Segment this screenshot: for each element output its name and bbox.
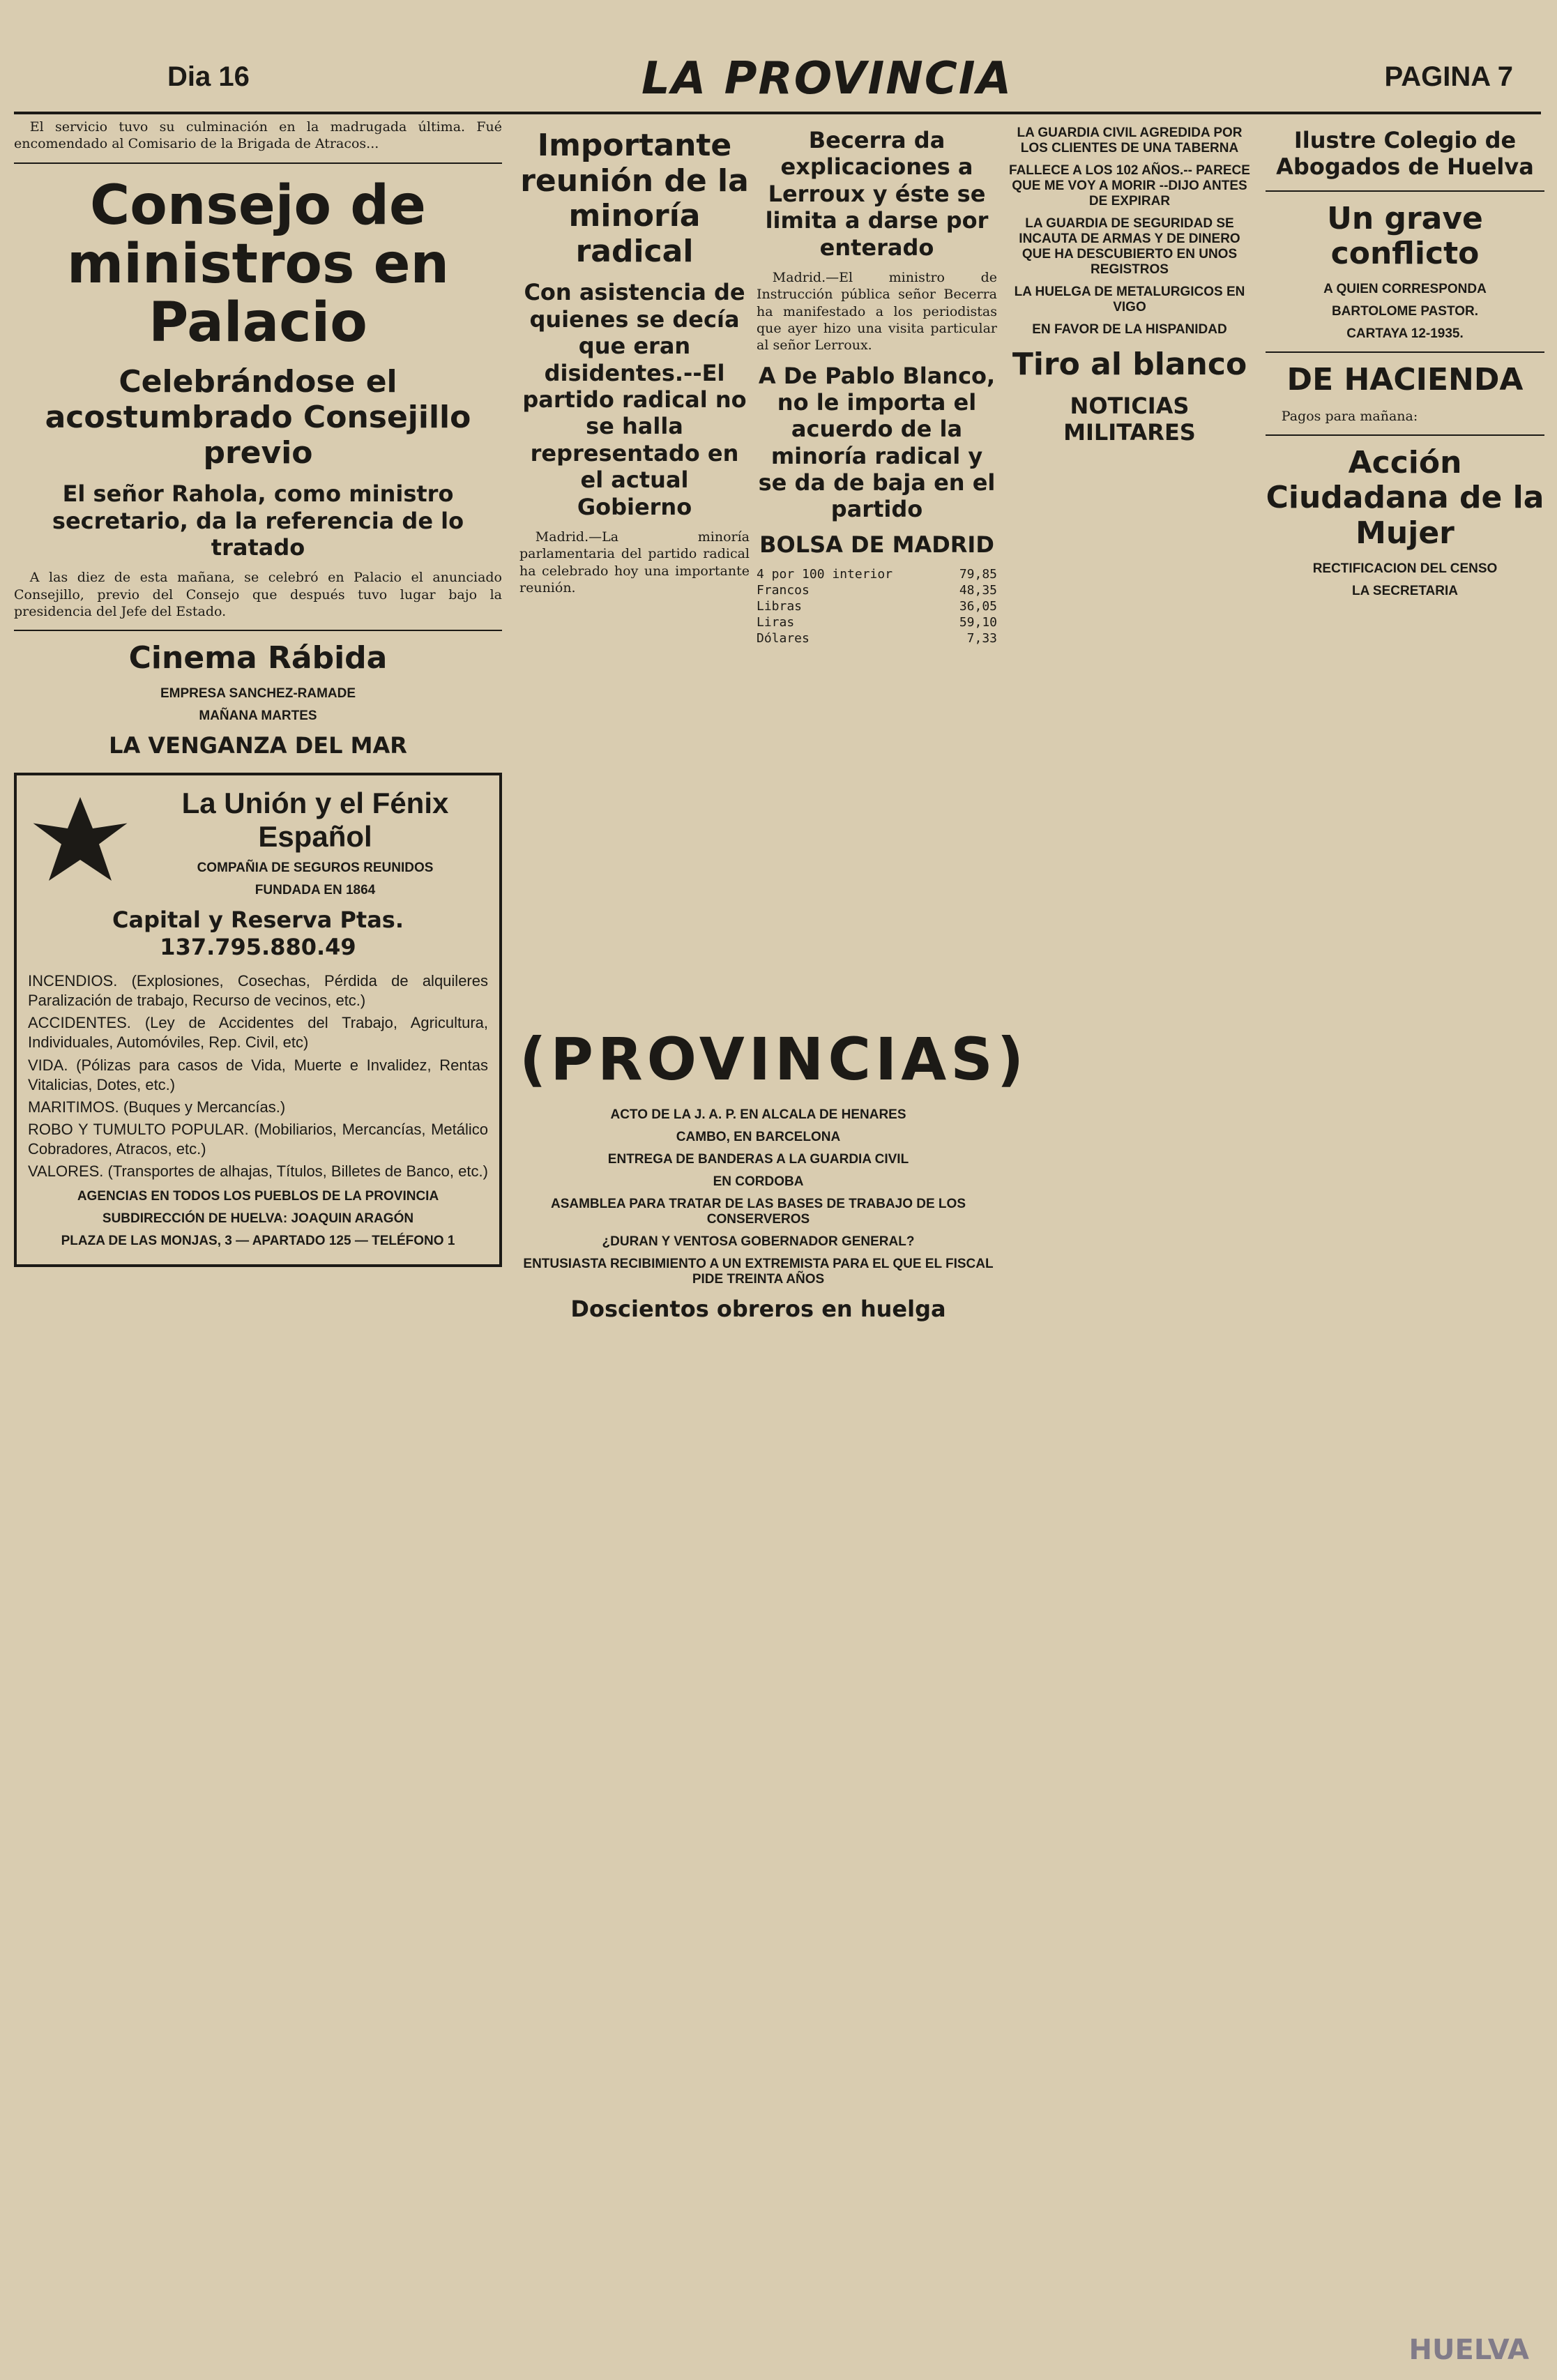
provincias-item: ENTREGA DE BANDERAS A LA GUARDIA CIVIL <box>607 1152 909 1167</box>
ad-subdirection: SUBDIRECCIÓN DE HUELVA: JOAQUIN ARAGÓN <box>102 1211 414 1226</box>
noticias-headline: NOTICIAS MILITARES <box>1063 392 1196 446</box>
newspaper-title: LA PROVINCIA <box>641 53 1013 105</box>
radical-excerpt: Madrid.—La minoría parlamentaria del partido radical ha celebrado hoy una importante reunión. <box>519 529 750 596</box>
ad-line: INCENDIOS. (Explosiones, Cosechas, Pérdida de alquileres Paralización de trabajo, Recurso de vecinos, etc.) <box>28 971 488 1010</box>
intro-excerpt: El servicio tuvo su culminación en la madrugada última. Fué encomendado al Comisario de la Brigada de Atracos... <box>14 119 502 152</box>
column-3 <box>757 119 997 646</box>
rahola-headline: El señor Rahola, como ministro secretario, da la referencia de lo tratado <box>52 480 464 561</box>
column-2 <box>519 119 750 602</box>
news-item-head: EN FAVOR DE LA HISPANIDAD <box>1032 322 1227 337</box>
divider <box>14 162 502 164</box>
divider <box>1266 351 1544 353</box>
huelga-headline: Doscientos obreros en huelga <box>570 1296 946 1322</box>
divider <box>14 630 502 631</box>
cinema-film: LA VENGANZA DEL MAR <box>109 732 407 759</box>
news-item-head: LA GUARDIA CIVIL AGREDIDA POR LOS CLIENTES DE UNA TABERNA <box>1017 126 1243 156</box>
cinema-date: MAÑANA MARTES <box>199 708 317 723</box>
ad-line: VIDA. (Pólizas para casos de Vida, Muerte e Invalidez, Rentas Vitalicias, Dotes, etc.) <box>28 1056 488 1093</box>
page-number: PAGINA 7 <box>1384 61 1513 92</box>
becerra-excerpt: Madrid.—El ministro de Instrucción pública señor Becerra ha manifestado a los periodistas que ayer hizo una visita particular al señor Lerroux. <box>757 269 997 354</box>
archive-seal: HUELVA <box>1408 2334 1529 2366</box>
ad-tagline: COMPAÑIA DE SEGUROS REUNIDOS <box>197 861 434 876</box>
provincias-item: ACTO DE LA J. A. P. EN ALCALA DE HENARES <box>610 1107 906 1122</box>
conflicto-place: CARTAYA 12-1935. <box>1346 326 1464 341</box>
hacienda-intro: Pagos para mañana: <box>1281 408 1418 424</box>
bolsa-row: Dólares 7,33 <box>757 631 997 646</box>
provincias-section <box>519 1004 1028 1331</box>
column-1 <box>14 119 502 1267</box>
bolsa-headline: BOLSA DE MADRID <box>759 531 994 558</box>
ad-line: ROBO Y TUMULTO POPULAR. (Mobiliarios, Mercancías, Metálico Cobradores, Atracos, etc.) <box>28 1121 488 1158</box>
ad-line: ACCIDENTES. (Ley de Accidentes del Trabajo, Agricultura, Individuales, Automóviles, Rep. Civil, etc) <box>28 1014 488 1052</box>
news-item-head: LA HUELGA DE METALURGICOS EN VIGO <box>1014 285 1245 314</box>
masthead <box>14 49 1541 114</box>
ad-line: MARITIMOS. (Buques y Mercancías.) <box>28 1098 286 1116</box>
column-5 <box>1266 119 1544 603</box>
bolsa-row: 4 por 100 interior 79,85 <box>757 567 997 582</box>
ad-capital: Capital y Reserva Ptas. 137.795.880.49 <box>112 907 404 960</box>
news-item-head: LA GUARDIA DE SEGURIDAD SE INCAUTA DE ARMAS Y DE DINERO QUE HA DESCUBIERTO EN UNOS REGISTROS <box>1019 216 1240 277</box>
issue-day: Dia 16 <box>167 61 250 92</box>
becerra-headline: Becerra da explicaciones a Lerroux y éste se limita a darse por enterado <box>765 127 989 261</box>
rahola-excerpt: A las diez de esta mañana, se celebró en Palacio el anunciado Consejillo, previo del Consejo que después tuvo lugar bajo la presidencia del Jefe del Estado. <box>14 570 502 619</box>
accion-subhead: RECTIFICACION DEL CENSO <box>1312 561 1498 576</box>
conflicto-headline: Un grave conflicto <box>1327 200 1483 272</box>
ad-founded: FUNDADA EN 1864 <box>255 883 376 898</box>
eagle-emblem-icon <box>28 787 132 891</box>
provincias-title: (PROVINCIAS) <box>519 1025 1028 1093</box>
tiro-headline: Tiro al blanco <box>1012 347 1247 382</box>
divider <box>1266 434 1544 436</box>
divider <box>1266 190 1544 192</box>
ad-address: PLAZA DE LAS MONJAS, 3 — APARTADO 125 — TELÉFONO 1 <box>61 1233 455 1248</box>
insurance-ad <box>14 773 502 1266</box>
conflicto-subhead: A QUIEN CORRESPONDA <box>1323 281 1487 296</box>
hacienda-headline: DE HACIENDA <box>1286 361 1524 397</box>
provincias-item: ASAMBLEA PARA TRATAR DE LAS BASES DE TRABAJO DE LOS CONSERVEROS <box>550 1197 966 1227</box>
colegio-headline: Ilustre Colegio de Abogados de Huelva <box>1276 127 1534 181</box>
column-4 <box>1004 119 1255 454</box>
bolsa-row: Liras 59,10 <box>757 615 997 630</box>
consejo-subhead: Celebrándose el acostumbrado Consejillo previo <box>45 364 471 471</box>
pablo-blanco-headline: A De Pablo Blanco, no le importa el acuerdo de la minoría radical y se da de baja en el partido <box>758 362 996 523</box>
news-item-head: FALLECE A LOS 102 AÑOS.-- PARECE QUE ME VOY A MORIR --DIJO ANTES DE EXPIRAR <box>1009 163 1250 209</box>
cinema-company: EMPRESA SANCHEZ-RAMADE <box>160 685 356 701</box>
ad-company: La Unión y el Fénix Español <box>181 787 449 854</box>
provincias-item: CAMBO, EN BARCELONA <box>676 1130 841 1144</box>
bolsa-row: Libras 36,05 <box>757 599 997 614</box>
ad-line: VALORES. (Transportes de alhajas, Títulos, Billetes de Banco, etc.) <box>28 1162 488 1181</box>
bolsa-row: Francos 48,35 <box>757 583 997 598</box>
conflicto-signature: BARTOLOME PASTOR. <box>1331 303 1479 319</box>
provincias-item: EN CORDOBA <box>713 1174 804 1189</box>
radical-subhead: Con asistencia de quienes se decía que eran disidentes.--El partido radical no se halla representado en el actual Gobierno <box>522 279 747 520</box>
provincias-item: ENTUSIASTA RECIBIMIENTO A UN EXTREMISTA PARA EL QUE EL FISCAL PIDE TREINTA AÑOS <box>523 1257 994 1287</box>
radical-headline: Importante reunión de la minoría radical <box>520 128 749 269</box>
ad-agencies: AGENCIAS EN TODOS LOS PUEBLOS DE LA PROVINCIA <box>77 1188 439 1204</box>
cinema-headline: Cinema Rábida <box>128 640 388 676</box>
provincias-item: ¿DURAN Y VENTOSA GOBERNADOR GENERAL? <box>602 1234 915 1249</box>
consejo-headline: Consejo de ministros en Palacio <box>66 174 450 355</box>
accion-headline: Acción Ciudadana de la Mujer <box>1266 444 1544 552</box>
accion-signature: LA SECRETARIA <box>1352 583 1458 598</box>
